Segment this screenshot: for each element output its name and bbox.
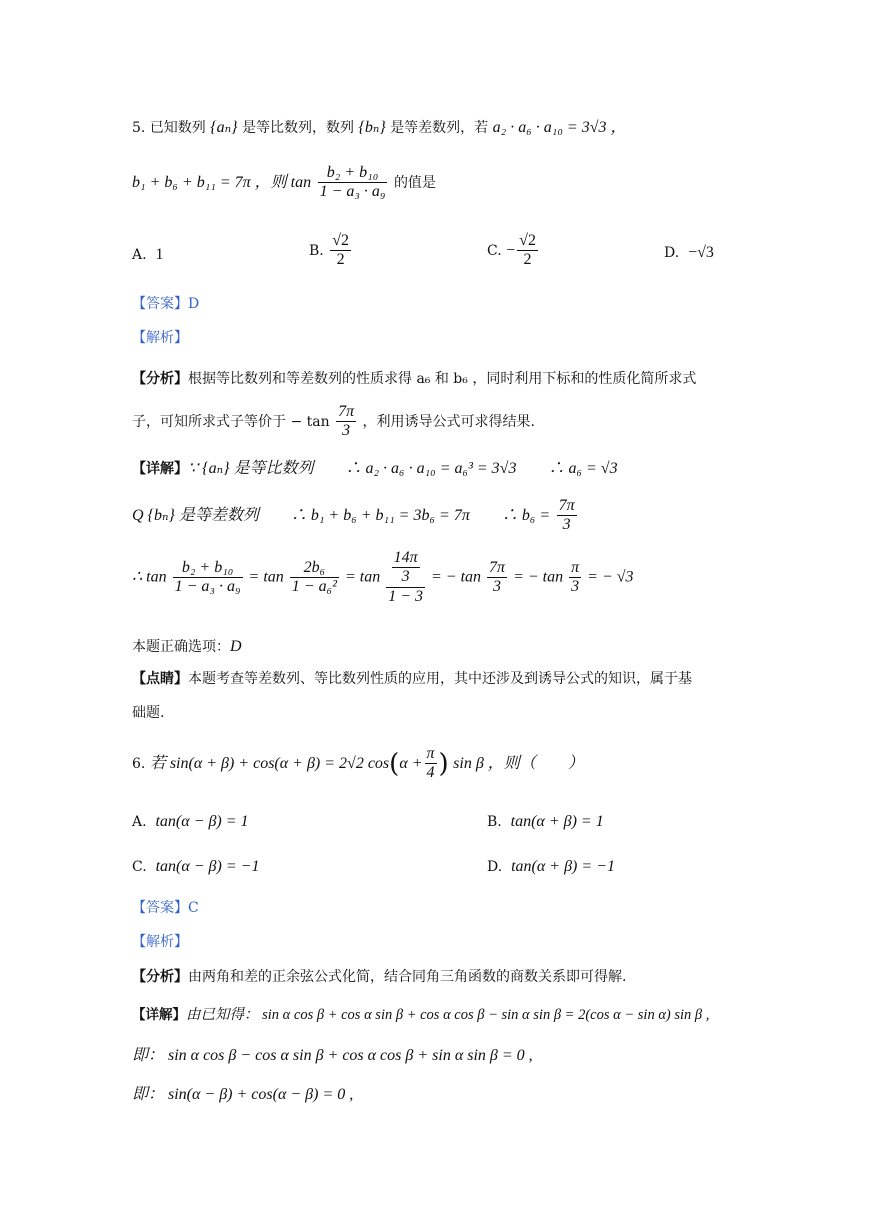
q5-answer	[132, 297, 199, 311]
q6-detail-line1: 【详解】由已知得： sin α cos β + cos α sin β + cos α cos β − sin α sin β = 2(cos α − sin α) sin β ,	[132, 1007, 710, 1023]
q5-stem-line1: 5. 已知数列 {aₙ} 是等比数列，数列 {bₙ} 是等差数列，若 a₂ · a₆ · a₁₀ = 3√3 ，	[132, 119, 627, 136]
seq-a: {aₙ}	[210, 119, 238, 136]
q5-stem-line2: b₁ + b₆ + b₁₁ = 7π ，则 tan $\frac{\text{b₂ + b₁₀}}{\text{1 − a₃ · a₉}}$ 的值是	[132, 164, 436, 201]
q5-option-c: C. − $\frac{√2}{2}$	[487, 232, 536, 269]
q6-analysis-tag: 【解析】	[132, 934, 188, 950]
q6-fenxi: 【分析】由两角和差的正余弦公式化简，结合同角三角函数的商数关系即可得解.	[132, 969, 627, 985]
answer-value: C	[188, 900, 199, 916]
q5-dianjing-line2: 础题.	[132, 705, 165, 721]
q5-condition-product: a₂ · a₆ · a₁₀ = 3√3 ，	[492, 119, 627, 136]
q6-detail-line3: 即： sin(α − β) + cos(α − β) = 0 ,	[132, 1086, 354, 1103]
q6-option-d: D. tan(α + β) = −1	[487, 858, 615, 875]
q5-fraction: $\frac{\text{b₂ + b₁₀}}{\text{1 − a₃ · a₉}}$	[319, 164, 386, 201]
q5-detail-line1: 【详解】∵ {aₙ} 是等比数列 ∴ a₂ · a₆ · a₁₀ = a₆³ = 3√3 ∴ a₆ = √3	[132, 460, 618, 477]
q6-detail-line2: 即： sin α cos β − cos α sin β + cos α cos β + sin α sin β = 0 ,	[132, 1047, 533, 1064]
q5-condition-sum: b₁ + b₆ + b₁₁ = 7π ，则 tan	[132, 173, 312, 191]
q6-stem: 6. 若 sin(α + β) + cos(α + β) = 2√2 cos(α + $\frac{\pi}{4}$ ) sin β ，则（ ）	[132, 745, 584, 782]
q5-option-d: D. −√3	[664, 244, 714, 261]
q5-fenxi-line1: 【分析】根据等比数列和等差数列的性质求得 a₆ 和 b₆ ，同时利用下标和的性质化简所求式	[132, 371, 697, 387]
answer-tag: 【答案】	[132, 296, 188, 312]
q5-dianjing-line1: 【点睛】本题考查等差数列、等比数列性质的应用，其中还涉及到诱导公式的知识，属于基	[132, 671, 692, 687]
q6-number: 6.	[132, 755, 146, 772]
q5-option-b: B. $\frac{√2}{2}$	[309, 232, 349, 269]
q6-option-c: C. tan(α − β) = −1	[132, 858, 260, 875]
q6-option-a: A. tan(α − β) = 1	[132, 813, 249, 830]
q5-correct-option: 本题正确选项：D	[132, 638, 242, 655]
q6-answer	[132, 901, 199, 915]
q5-analysis-tag: 【解析】	[132, 330, 188, 346]
answer-value: D	[188, 296, 200, 312]
q5-option-a: A. 1	[132, 246, 164, 263]
q5-detail-line3: ∴ tan $\frac{\text{b₂ + b₁₀}}{\text{1 − a₃ · a₉}}$ = tan $\frac{\text{2b₆}}{\text{1 − a₆²}}$ = tan $\frac{\frac{14\pi}{3}}{1 - 3}$ = − tan $\frac{7\pi}{3}$ = − tan $\frac{\pi}{3}$ = − √3	[132, 549, 634, 605]
seq-b: {bₙ}	[358, 119, 386, 136]
q5-number: 5.	[132, 120, 146, 136]
q6-option-b: B. tan(α + β) = 1	[487, 813, 604, 830]
q5-fenxi-line2: 子，可知所求式子等价于 − tan $\frac{7\pi}{3}$ ，利用诱导公式可求得结果.	[132, 403, 535, 440]
q5-detail-line2: Q {bₙ} 是等差数列 ∴ b₁ + b₆ + b₁₁ = 3b₆ = 7π ∴ b₆ = $\frac{7\pi}{3}$	[132, 497, 575, 534]
answer-tag: 【答案】	[132, 900, 188, 916]
